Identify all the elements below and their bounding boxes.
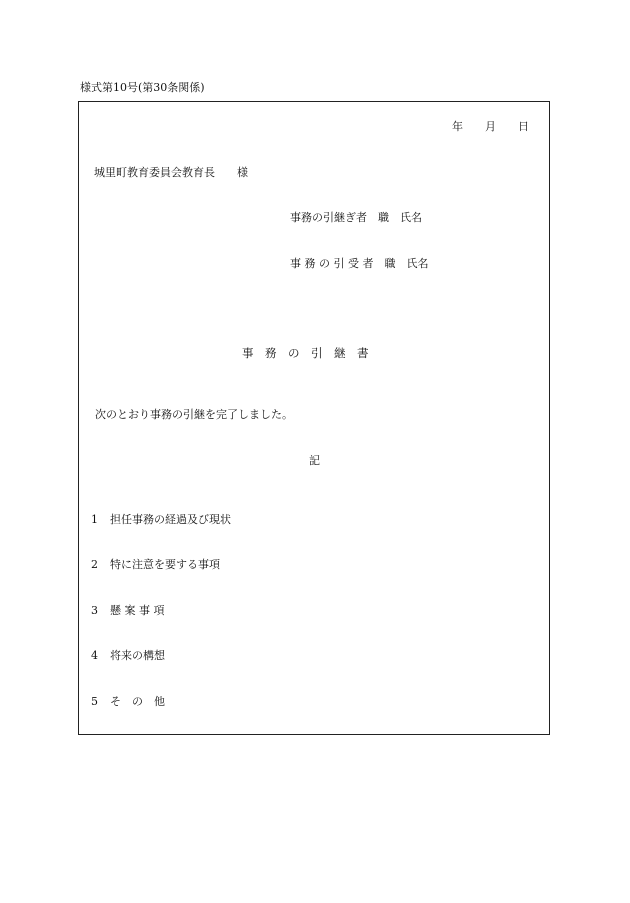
item-number: 2 [91,558,98,571]
addressee: 城里町教育委員会教育長 様 [94,166,248,179]
handover-from: 事務の引継ぎ者 職 氏名 [290,211,422,224]
statement: 次のとおり事務の引継を完了しました。 [95,408,293,421]
handover-to: 事 務 の 引 受 者 職 氏名 [290,257,429,270]
list-item [84,590,165,618]
document-title: 事 務 の 引 継 書 [242,346,369,360]
date-line: 年 月 日 [452,120,529,133]
form-number: 様式第10号(第30条関係) [80,81,205,94]
list-item [84,544,220,572]
item-text: 担任事務の経過及び現状 [110,513,231,526]
item-number: 1 [91,513,98,526]
item-text: そ の 他 [110,695,165,708]
item-number: 4 [91,649,98,662]
list-item [84,499,231,527]
item-text: 懸 案 事 項 [110,604,165,617]
list-item [84,635,165,663]
list-item [84,681,165,709]
ki-label: 記 [309,454,320,467]
item-text: 特に注意を要する事項 [110,558,220,571]
item-number: 3 [91,604,98,617]
item-number: 5 [91,695,98,708]
item-text: 将来の構想 [110,649,165,662]
